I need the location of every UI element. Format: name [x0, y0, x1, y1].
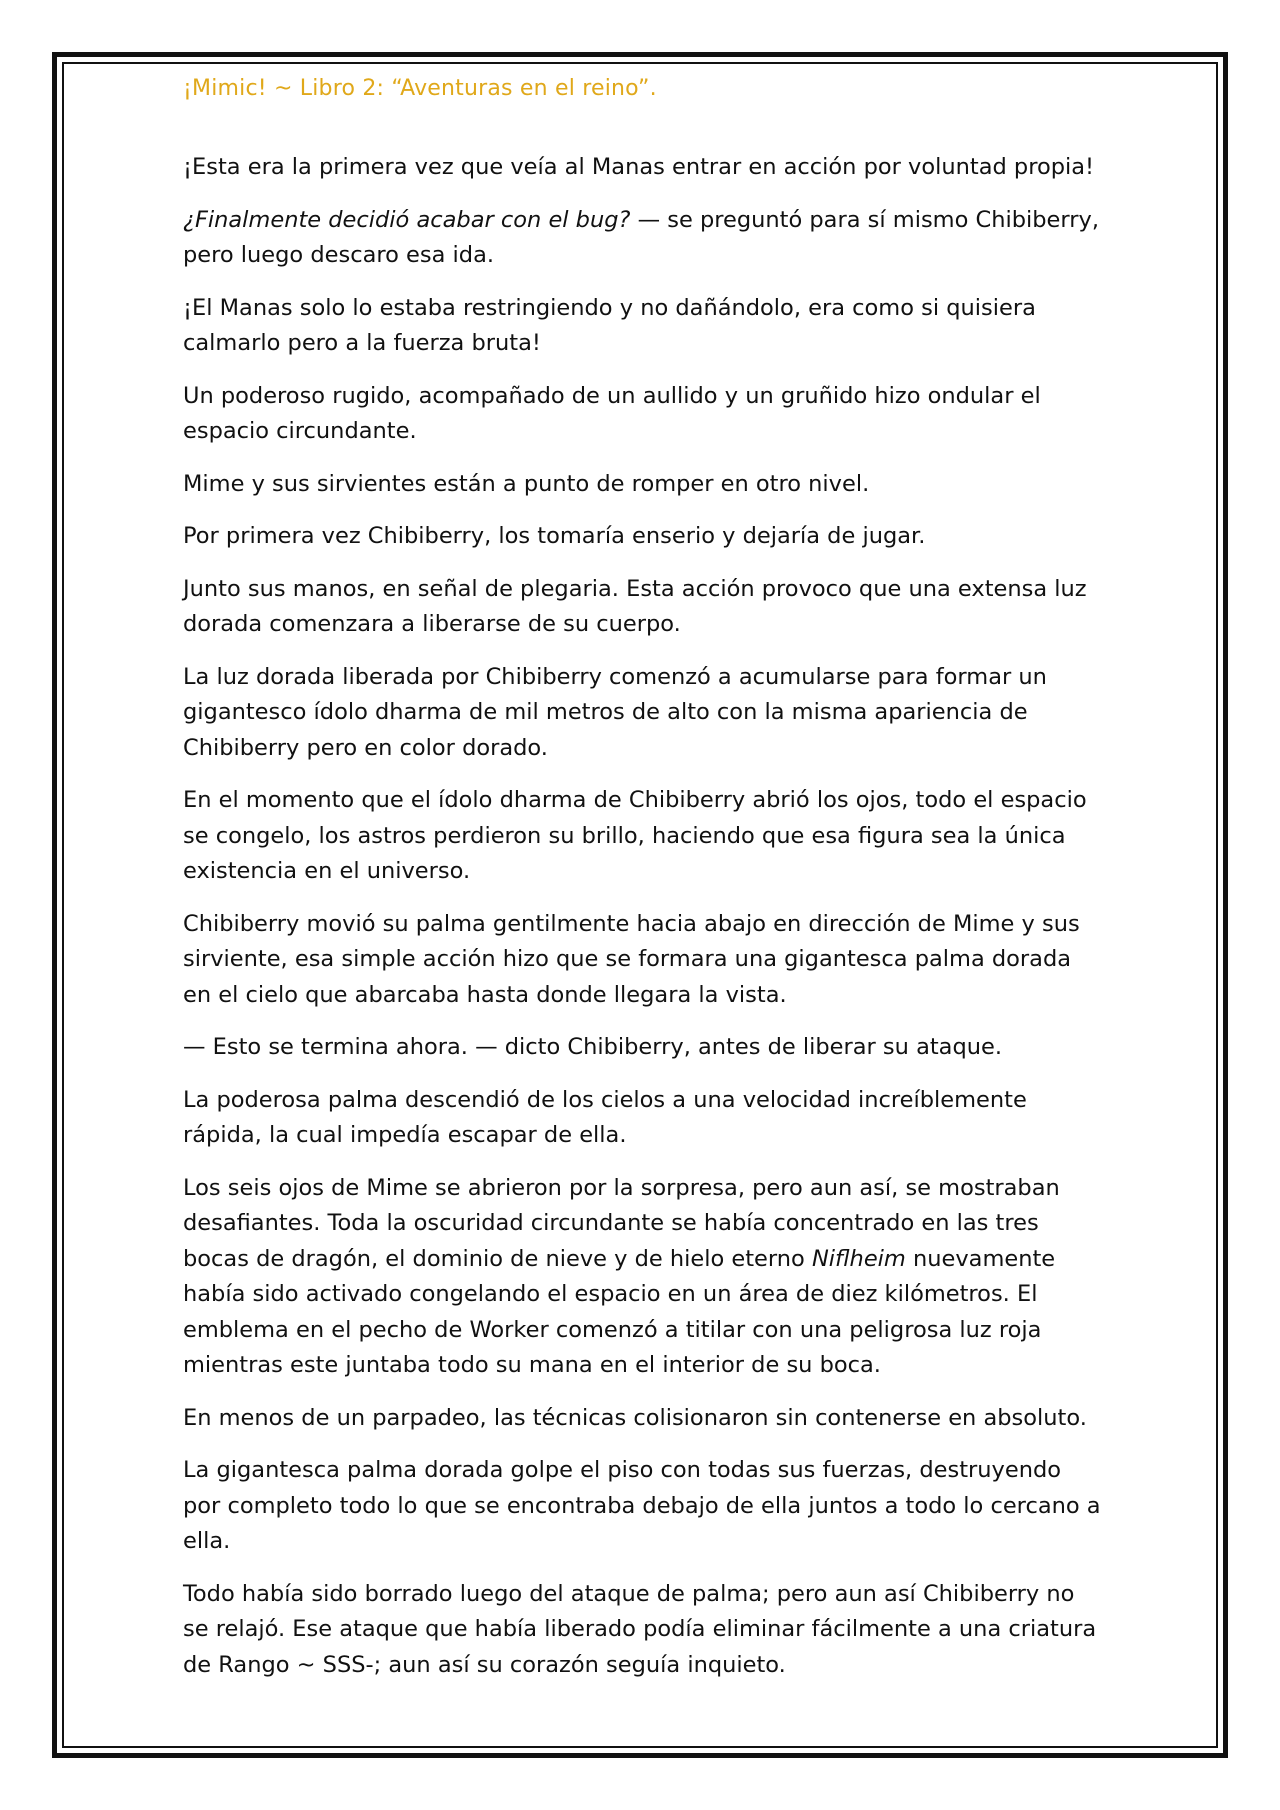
text-segment: Junto sus manos, en señal de plegaria. Esta acción provoco que una extensa luz dorada comenzara a liberarse de su cuerpo.	[183, 575, 1087, 637]
text-segment: En el momento que el ídolo dharma de Chibiberry abrió los ojos, todo el espacio se congelo, los astros perdieron su brillo, haciendo que esa figura sea la única existencia en el universo.	[183, 787, 1087, 884]
text-segment: ¡El Manas solo lo estaba restringiendo y no dañándolo, era como si quisiera calmarlo pero a la fuerza bruta!	[183, 294, 1036, 356]
paragraph	[183, 150, 1103, 186]
italic-text-segment: Niflheim	[811, 1245, 906, 1272]
paragraph	[183, 572, 1103, 643]
text-segment: — se preguntó para sí mismo Chibiberry, pero luego descaro esa ida.	[183, 206, 1099, 268]
text-segment: La gigantesca palma dorada golpe el piso con todas sus fuerzas, destruyendo por completo todo lo que se encontraba debajo de ella juntos a todo lo cercano a ella.	[183, 1457, 1101, 1554]
text-segment: Los seis ojos de Mime se abrieron por la sorpresa, pero aun así, se mostraban desafiantes. Toda la oscuridad circundante se había concentrado en las tres bocas de dragón, el dominio de nieve y de hielo eterno	[183, 1174, 1060, 1272]
paragraph	[183, 1171, 1103, 1384]
text-segment: En menos de un parpadeo, las técnicas colisionaron sin contenerse en absoluto.	[183, 1404, 1087, 1431]
text-segment: La luz dorada liberada por Chibiberry comenzó a acumularse para formar un gigantesco ídolo dharma de mil metros de alto con la misma apariencia de Chibiberry pero en color dorado.	[183, 663, 1047, 761]
paragraph	[183, 291, 1103, 362]
document-header-title: ¡Mimic! ~ Libro 2: “Aventuras en el reino”.	[183, 76, 657, 101]
paragraph	[183, 467, 1103, 503]
paragraph	[183, 1577, 1103, 1684]
text-segment: La poderosa palma descendió de los cielos a una velocidad increíblemente rápida, la cual impedía escapar de ella.	[183, 1086, 1027, 1148]
text-segment: — Esto se termina ahora. — dicto Chibiberry, antes de liberar su ataque.	[183, 1034, 1002, 1060]
italic-text-segment: ¿Finalmente decidió acabar con el bug?	[183, 206, 631, 233]
paragraph	[183, 660, 1103, 767]
text-segment: Por primera vez Chibiberry, los tomaría enserio y dejaría de jugar.	[183, 523, 926, 549]
text-segment: Un poderoso rugido, acompañado de un aullido y un gruñido hizo ondular el espacio circundante.	[183, 382, 1041, 444]
paragraph	[183, 203, 1103, 274]
document-body	[183, 150, 1103, 1700]
text-segment: ¡Esta era la primera vez que veía al Manas entrar en acción por voluntad propia!	[183, 154, 1095, 180]
paragraph	[183, 1030, 1103, 1066]
paragraph	[183, 379, 1103, 450]
paragraph	[183, 519, 1103, 555]
paragraph	[183, 1401, 1103, 1437]
paragraph	[183, 783, 1103, 890]
paragraph	[183, 1453, 1103, 1560]
text-segment: Mime y sus sirvientes están a punto de romper en otro nivel.	[183, 470, 870, 497]
text-segment: Todo había sido borrado luego del ataque de palma; pero aun así Chibiberry no se relajó. Ese ataque que había liberado podía eliminar fácilmente a una criatura de Rango ~ SSS-; aun así su corazón seguía inquieto.	[183, 1580, 1097, 1678]
text-segment: nuevamente había sido activado congelando el espacio en un área de diez kilómetros. El emblema en el pecho de Worker comenzó a titilar con una peligrosa luz roja mientras este juntaba todo su mana en el interior de su boca.	[183, 1245, 1056, 1378]
paragraph	[183, 907, 1103, 1014]
text-segment: Chibiberry movió su palma gentilmente hacia abajo en dirección de Mime y sus sirviente, esa simple acción hizo que se formara una gigantesca palma dorada en el cielo que abarcaba hasta donde llegara la vista.	[183, 910, 1080, 1008]
paragraph	[183, 1083, 1103, 1154]
